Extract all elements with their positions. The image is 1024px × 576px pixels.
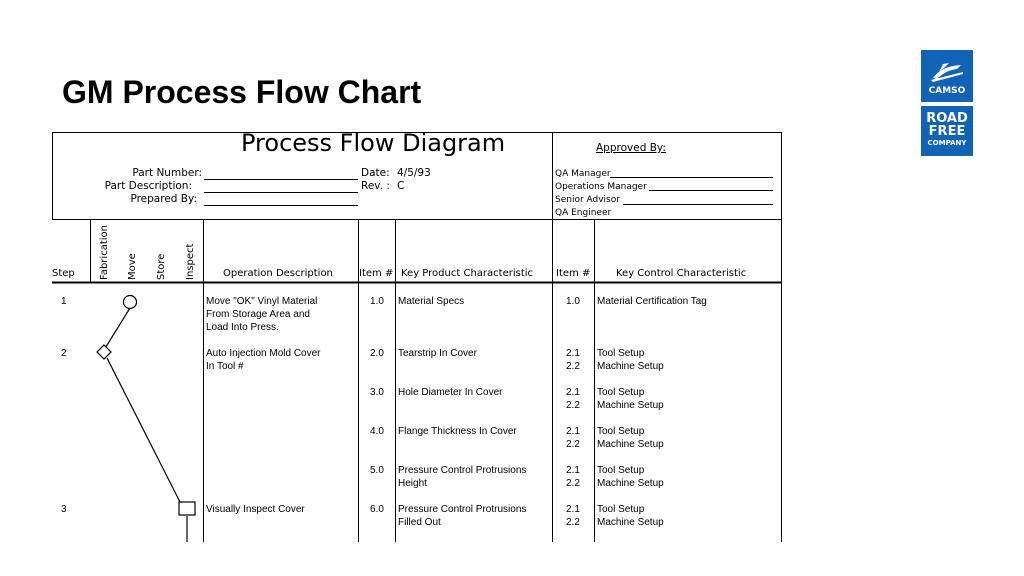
form-heading: Process Flow Diagram: [241, 129, 506, 157]
qa-manager-signature[interactable]: [610, 177, 773, 178]
camso-mark-icon: [921, 56, 973, 86]
approver-qa-manager: QA Manager: [555, 169, 611, 179]
col-fabrication: Fabrication: [99, 225, 110, 280]
col-control-item: Item #: [556, 268, 591, 279]
control-characteristic: Tool Setup: [597, 348, 645, 359]
part-description-label: Part Description:: [104, 180, 192, 192]
col-product-characteristic: Key Product Characteristic: [401, 268, 534, 279]
control-characteristic: Tool Setup: [597, 504, 645, 515]
item-number: 6.0: [370, 504, 384, 515]
control-item-number: 2.1: [566, 426, 580, 437]
control-characteristic: Tool Setup: [597, 426, 645, 437]
control-item-number: 2.1: [566, 465, 580, 476]
logo-line-1: ROAD: [926, 111, 968, 126]
item-number: 2.0: [370, 348, 384, 359]
product-characteristic: Pressure Control Protrusions: [398, 504, 527, 515]
flow-symbols: [97, 296, 195, 543]
control-item-number: 1.0: [566, 296, 580, 307]
control-characteristic: Machine Setup: [597, 478, 664, 489]
col-operation: Operation Description: [223, 268, 333, 279]
control-item-number: 2.2: [566, 439, 580, 450]
operation-line: Visually Inspect Cover: [206, 504, 305, 515]
control-item-number: 2.2: [566, 361, 580, 372]
item-number: 3.0: [370, 387, 384, 398]
operations-manager-signature[interactable]: [649, 190, 773, 191]
product-characteristic: Filled Out: [398, 517, 441, 528]
operation-line: Load Into Press.: [206, 322, 279, 333]
col-move: Move: [127, 253, 138, 280]
camso-logo: [921, 50, 973, 102]
operation-line: In Tool #: [206, 361, 244, 372]
item-number: 1.0: [370, 296, 384, 307]
item-number: 5.0: [370, 465, 384, 476]
approver-qa-engineer: QA Engineer: [555, 208, 612, 218]
col-item: Item #: [359, 268, 394, 279]
product-characteristic: Material Specs: [398, 296, 465, 307]
control-item-number: 2.1: [566, 348, 580, 359]
prepared-by-label: Prepared By:: [130, 193, 197, 205]
col-store: Store: [156, 253, 167, 280]
col-inspect: Inspect: [185, 243, 196, 280]
part-description-field[interactable]: [204, 192, 358, 193]
step-number: 3: [61, 504, 67, 515]
product-characteristic: Pressure Control Protrusions: [398, 465, 527, 476]
control-characteristic: Tool Setup: [597, 387, 645, 398]
control-characteristic: Machine Setup: [597, 517, 664, 528]
control-characteristic: Machine Setup: [597, 400, 664, 411]
control-item-number: 2.2: [566, 478, 580, 489]
logo-line-2: FREE: [928, 124, 966, 139]
control-characteristic: Machine Setup: [597, 361, 664, 372]
control-characteristic: Tool Setup: [597, 465, 645, 476]
operation-line: Auto Injection Mold Cover: [206, 348, 321, 359]
control-characteristic: Material Certification Tag: [597, 296, 707, 307]
rev-label: Rev. :: [361, 180, 390, 192]
date-label: Date:: [361, 167, 390, 179]
operation-line: From Storage Area and: [206, 309, 310, 320]
product-characteristic: Flange Thickness In Cover: [398, 426, 517, 437]
page-title: GM Process Flow Chart: [62, 74, 422, 110]
step-number: 2: [61, 348, 67, 359]
control-item-number: 2.2: [566, 517, 580, 528]
product-characteristic: Tearstrip In Cover: [398, 348, 477, 359]
product-characteristic: Hole Diameter In Cover: [398, 387, 503, 398]
control-item-number: 2.1: [566, 504, 580, 515]
approver-senior-advisor: Senior Advisor: [555, 195, 620, 205]
process-flow-form: [52, 129, 782, 542]
col-step: Step: [52, 268, 75, 279]
col-control-characteristic: Key Control Characteristic: [616, 268, 747, 279]
step-number: 1: [61, 296, 67, 307]
product-characteristic: Height: [398, 478, 427, 489]
control-item-number: 2.2: [566, 400, 580, 411]
control-characteristic: Machine Setup: [597, 439, 664, 450]
road-free-logo: [921, 106, 973, 156]
operation-line: Move "OK" Vinyl Material: [206, 296, 318, 307]
item-number: 4.0: [370, 426, 384, 437]
senior-advisor-signature[interactable]: [623, 204, 773, 205]
control-item-number: 2.1: [566, 387, 580, 398]
logo-line-3: COMPANY: [927, 139, 967, 147]
prepared-by-field[interactable]: [204, 205, 358, 206]
part-number-field[interactable]: [204, 179, 358, 180]
date-value: 4/5/93: [397, 167, 431, 179]
part-number-label: Part Number:: [132, 167, 202, 179]
approved-by-label: Approved By:: [596, 142, 666, 154]
rev-value: C: [397, 180, 405, 192]
approver-operations-manager: Operations Manager: [555, 182, 647, 192]
logo-brand: CAMSO: [928, 86, 966, 96]
